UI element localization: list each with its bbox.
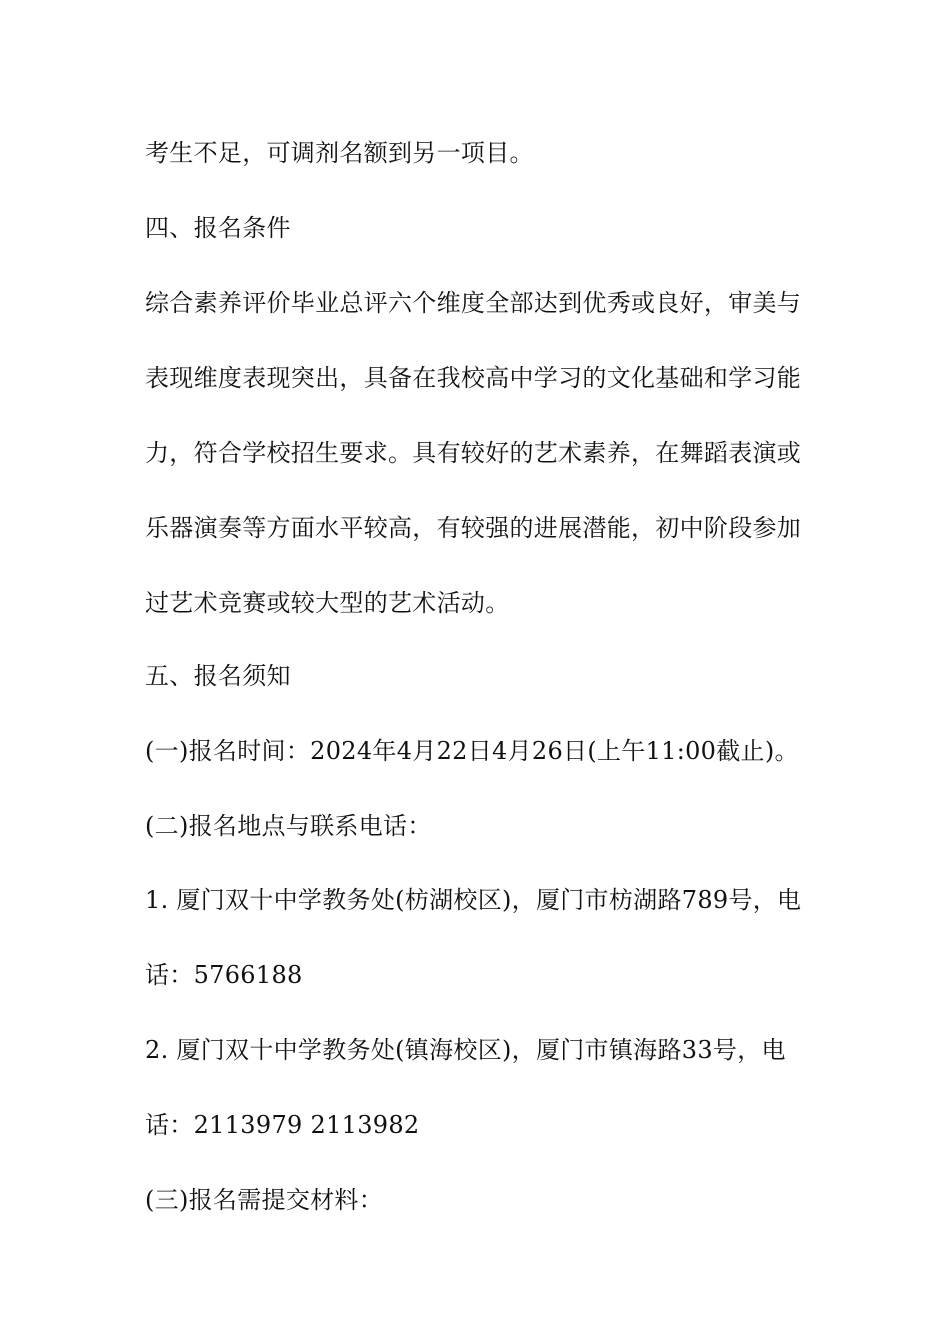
paragraph-line: 考生不足，可调剂名额到另一项目。 (145, 139, 534, 167)
paragraph-line: (一)报名时间：2024年4月22日4月26日(上午11:00截止)。 (145, 737, 799, 765)
paragraph-line: (三)报名需提交材料： (145, 1186, 384, 1214)
paragraph-line: 话：5766188 (145, 961, 303, 989)
paragraph-line: 综合素养评价毕业总评六个维度全部达到优秀或良好，审美与 (145, 289, 802, 317)
section-heading: 五、报名须知 (145, 662, 291, 690)
section-heading: 四、报名条件 (145, 214, 291, 242)
paragraph-line: 2. 厦门双十中学教务处(镇海校区)，厦门市镇海路33号，电 (145, 1036, 786, 1064)
paragraph-line: 话：2113979 2113982 (145, 1111, 420, 1139)
paragraph-line: 1. 厦门双十中学教务处(枋湖校区)，厦门市枋湖路789号，电 (145, 886, 802, 914)
paragraph-line: 乐器演奏等方面水平较高，有较强的进展潜能，初中阶段参加 (145, 514, 802, 542)
paragraph-line: 力，符合学校招生要求。具有较好的艺术素养，在舞蹈表演或 (145, 439, 802, 467)
paragraph-line: 表现维度表现突出，具备在我校高中学习的文化基础和学习能 (145, 364, 802, 392)
paragraph-line: 过艺术竞赛或较大型的艺术活动。 (145, 589, 510, 617)
paragraph-line: (二)报名地点与联系电话： (145, 812, 432, 840)
